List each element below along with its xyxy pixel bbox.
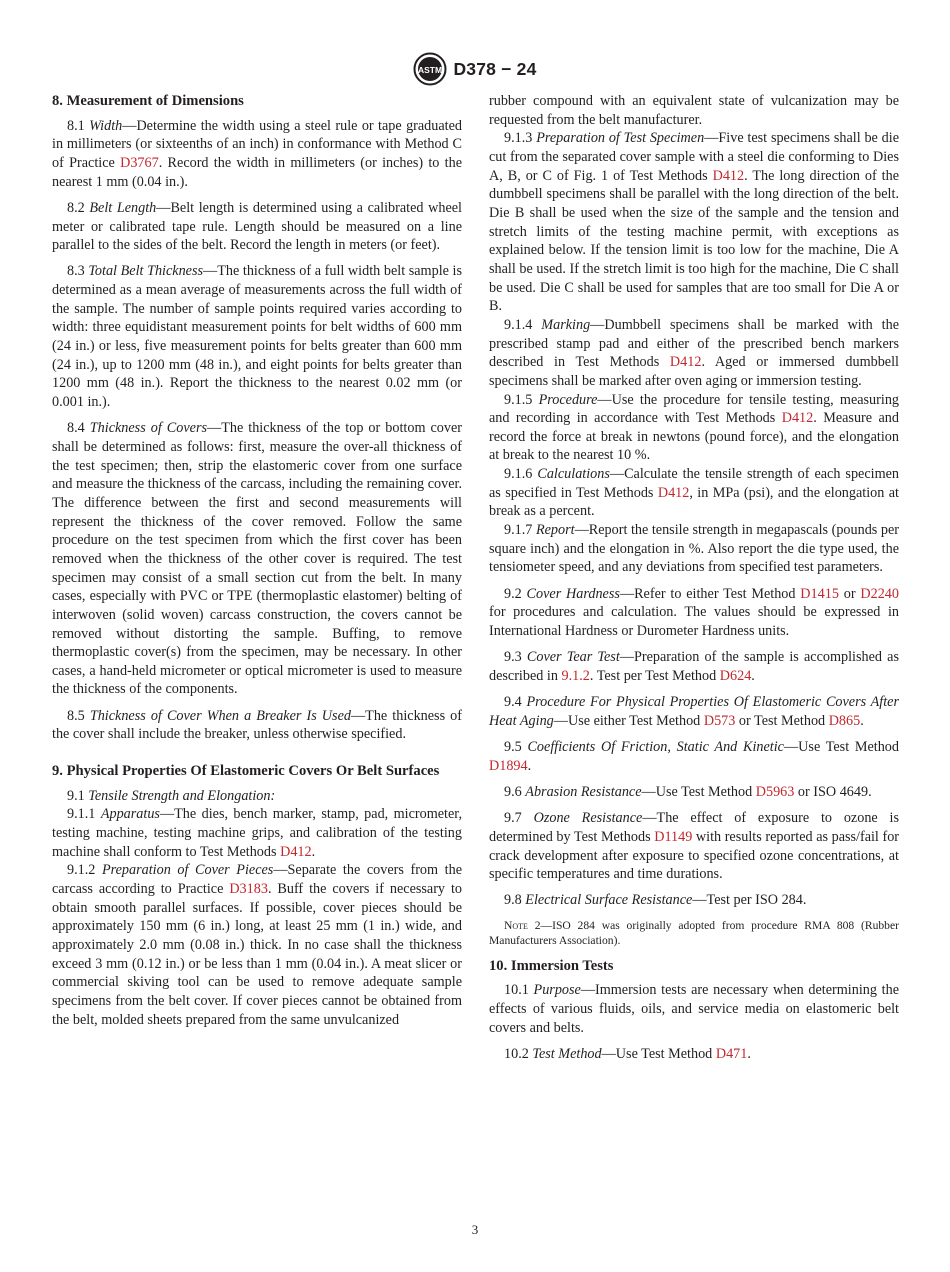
paragraph-9-5: 9.5 Coefficients Of Friction, Static And Kinetic—Use Test Method D1894. [489, 739, 899, 774]
paragraph-9-1-4: 9.1.4 Marking—Dumbbell specimens shall be marked with the prescribed stamp pad and either of the prescribed bench markers described in Test Methods D412. Aged or immersed dumbbell specimens shall be marked after oven aging or immersion testing. [489, 316, 899, 389]
paragraph-9-8: 9.8 Electrical Surface Resistance—Test per ISO 284. [504, 892, 807, 909]
ref-link-d412[interactable]: D412 [712, 167, 745, 184]
section-9-heading: 9. Physical Properties Of Elastomeric Covers Or Belt Surfaces [52, 763, 440, 780]
paragraph-9-1-5: 9.1.5 Procedure—Use the procedure for tensile testing, measuring and recording in accordance with Test Methods D412. Measure and record the force at break in newtons (pound force), and the elongation at break to the nearest 10 %. [489, 391, 900, 464]
paragraph-8-1: 8.1 Width—Determine the width using a steel rule or tape graduated in millimeters (or sixteenths of an inch) in conformance with Method C of Practice D3767. Record the width in millimeters (or inches) to the nearest 1 mm (0.04 in.). [52, 117, 463, 190]
ref-link-d865[interactable]: D865 [828, 712, 861, 729]
page-header [0, 52, 950, 86]
document-id: D378 − 24 [453, 58, 537, 79]
paragraph-10-2: 10.2 Test Method—Use Test Method D471. [504, 1045, 751, 1062]
ref-link-d1415[interactable]: D1415 [800, 585, 839, 602]
paragraph-8-2: 8.2 Belt Length—Belt length is determined using a calibrated wheel meter or calibrated tape rule. Length should be measured on a line parallel to the sides of the belt. Record the length in meters (or feet). [52, 199, 463, 254]
paragraph-9-2: 9.2 Cover Hardness—Refer to either Test Method D1415 or D2240 for procedures and calculation. The values should be expressed in International Hardness or Durometer Hardness units. [489, 585, 899, 639]
paragraph-9-1-2-continued: rubber compound with an equivalent state of vulcanization may be requested from the belt manufacturer. [489, 93, 899, 128]
note-2: Note 2—ISO 284 was originally adopted from procedure RMA 808 (Rubber Manufacturers Association). [489, 918, 899, 948]
ref-link-d412[interactable]: D412 [781, 410, 814, 427]
paragraph-10-1: 10.1 Purpose—Immersion tests are necessary when determining the effects of various fluids, oils, and service media on elastomeric belt covers and belts. [489, 982, 899, 1036]
right-column [489, 92, 899, 1071]
ref-link-d2240[interactable]: D2240 [860, 585, 899, 602]
ref-link-d412[interactable]: D412 [669, 354, 702, 371]
paragraph-9-1-2: 9.1.2 Preparation of Cover Pieces—Separate the covers from the carcass according to Practice D3183. Buff the covers if necessary to obtain smooth parallel surfaces. If possible, cover pieces should be approximately 150 mm (6 in.) long, at least 25 mm (1 in.) wide, and approximately 2.0 mm (0.08 in.) thick. In no case shall the thickness exceed 3 mm (0.12 in.) or be less than 1 mm (0.04 in.). A meat slicer or commercial skiving tool can be used to remove adequate sample specimens from the belt cover. If cover pieces cannot be obtained from the belt, molded sheets prepared from the same unvulcanized [52, 862, 462, 1028]
section-10-heading: 10. Immersion Tests [489, 957, 614, 974]
ref-link-9-1-2[interactable]: 9.1.2 [561, 667, 590, 684]
section-8-heading: 8. Measurement of Dimensions [52, 93, 244, 109]
paragraph-9-1-6: 9.1.6 Calculations—Calculate the tensile strength of each specimen as specified in Test Methods D412, in MPa (psi), and the elongation at break as a percent. [489, 466, 899, 520]
ref-link-d412[interactable]: D412 [657, 484, 690, 501]
ref-link-d1149[interactable]: D1149 [654, 828, 693, 845]
ref-link-d3767[interactable]: D3767 [120, 154, 159, 171]
paragraph-9-1-7: 9.1.7 Report—Report the tensile strength in megapascals (pounds per square inch) and the elongation in %. Also report the die type used, the tensiometer speed, and any deviations from specified test parameters. [489, 522, 900, 576]
ref-link-d624[interactable]: D624 [719, 667, 752, 684]
paragraph-9-6: 9.6 Abrasion Resistance—Use Test Method D5963 or ISO 4649. [504, 783, 872, 800]
page-number: 3 [471, 1222, 479, 1237]
ref-link-d573[interactable]: D573 [703, 712, 736, 729]
ref-link-d3183[interactable]: D3183 [229, 880, 268, 897]
svg-text:ASTM: ASTM [418, 65, 443, 75]
ref-link-d471[interactable]: D471 [715, 1045, 748, 1062]
paragraph-8-4: 8.4 Thickness of Covers—The thickness of the top or bottom cover shall be determined as follows: first, measure the over-all thickness of the test specimen; then, strip the elastomeric cover from one surface and measure the thickness of the carcass, including the remaining cover. The difference between the first and second measurements will represent the thickness of the cover removed. Follow the same procedure on the test specimen from which the first cover has been removed when the thickness of the other cover is required. The test specimen may consist of a small section cut from the belt. In many cases, especially with PVC or TPE (thermoplastic elastomer) belting of interwoven (solid woven) carcass construction, the covers cannot be removed without distorting the sample. Buffing, to remove thermoplastic cover(s) from the specimen, may be necessary. In other cases, a hand-held micrometer or optical micrometer is used to measure the thickness of the components. [52, 420, 463, 698]
paragraph-9-4: 9.4 Procedure For Physical Properties Of Elastomeric Covers After Heat Aging—Use either Test Method D573 or Test Method D865. [489, 694, 899, 729]
left-column [52, 92, 462, 1029]
paragraph-9-1-3: 9.1.3 Preparation of Test Specimen—Five test specimens shall be die cut from the separated cover sample with a steel die conforming to Dies A, B, or C of Fig. 1 of Test Methods D412. The long direction of the dumbbell specimens shall be parallel with the long direction of the belt. Die B shall be used when the size of the sample and the tension and stretch limits of the testing machine permit, with exceptions as explained below. If the tension limit is too low for the machine, Die A shall be used. If the stretch limit is too high for the machine, Die C shall be used. Die C shall be used for samples that are too small for Die A or B. [489, 130, 900, 315]
ref-link-d5963[interactable]: D5963 [755, 783, 795, 800]
paragraph-9-3: 9.3 Cover Tear Test—Preparation of the sample is accomplished as described in 9.1.2. Test per Test Method D624. [489, 649, 899, 684]
ref-link-d1894[interactable]: D1894 [489, 757, 528, 774]
paragraph-9-1: 9.1 Tensile Strength and Elongation: [67, 787, 276, 804]
paragraph-8-5: 8.5 Thickness of Cover When a Breaker Is Used—The thickness of the cover shall include the breaker, unless otherwise specified. [52, 707, 462, 743]
paragraph-9-7: 9.7 Ozone Resistance—The effect of exposure to ozone is determined by Test Methods D1149 with results reported as pass/fail for crack development after exposure to specified ozone concentrations, at specific temperatures and time durations. [489, 810, 900, 883]
paragraph-9-1-1: 9.1.1 Apparatus—The dies, bench marker, stamp, pad, micrometer, testing machine, testing machine grips, and calibration of the testing machine shall conform to Test Methods D412. [52, 806, 463, 860]
ref-link-d412[interactable]: D412 [280, 843, 312, 860]
astm-logo-icon [413, 52, 447, 86]
paragraph-8-3: 8.3 Total Belt Thickness—The thickness of a full width belt sample is determined as a mean average of measurements across the full width of the sample. The number of sample points required varies according to width: three equidistant measurement points for belt widths of 600 mm (24 in.) or less, five measurement points for belts greater than 600 mm (24 in.), up to 1200 mm (48 in.), and eight points for belts greater than 1200 mm (48 in.). Report the thickness to the nearest 0.02 mm (or 0.001 in.). [52, 263, 462, 411]
